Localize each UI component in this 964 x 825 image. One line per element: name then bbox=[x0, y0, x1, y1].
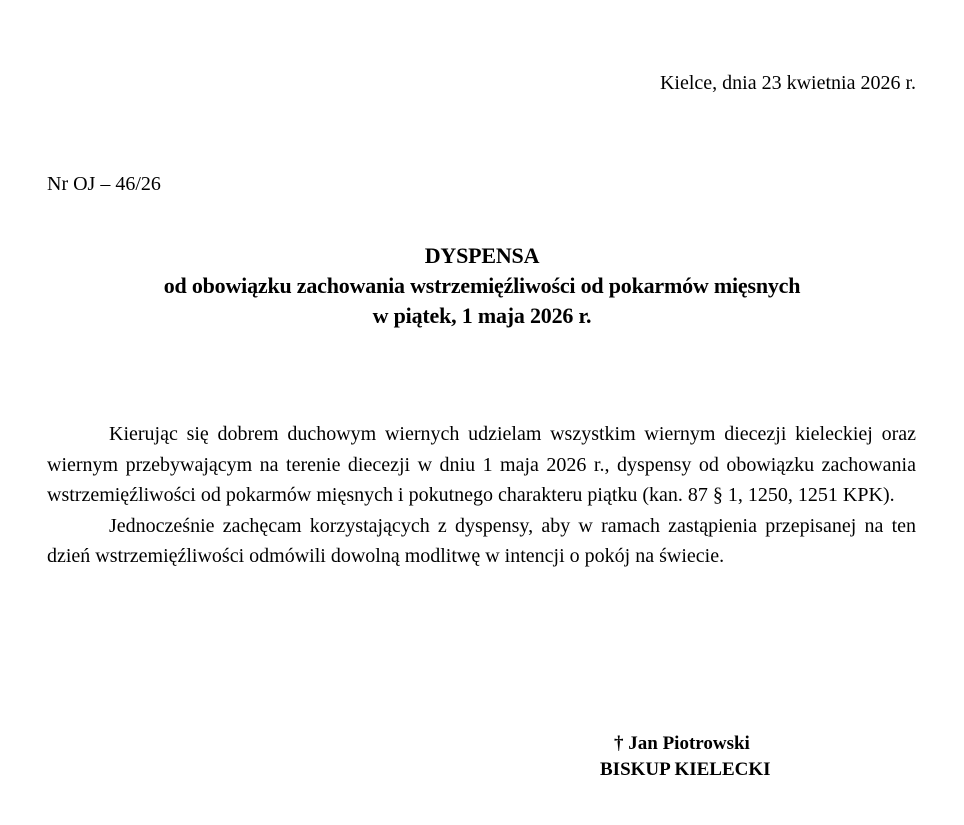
signatory-name: † Jan Piotrowski bbox=[614, 733, 750, 754]
document-subtitle-line-2: w piątek, 1 maja 2026 r. bbox=[372, 303, 592, 328]
signature-block bbox=[600, 731, 771, 783]
document-date: Kielce, dnia 23 kwietnia 2026 r. bbox=[659, 72, 916, 94]
body-paragraph-2: Jednocześnie zachęcam korzystających z dyspensy, aby w ramach zastąpienia przepisanej na ten dzień wstrzemięźliwości odmówili dowolną modlitwę w intencji o pokój na świecie. bbox=[47, 514, 916, 567]
reference-number: Nr OJ – 46/26 bbox=[47, 173, 161, 195]
document-subtitle-line-1: od obowiązku zachowania wstrzemięźliwości od pokarmów mięsnych bbox=[163, 273, 801, 298]
body-paragraph-1: Kierując się dobrem duchowym wiernych udzielam wszystkim wiernym diecezji kieleckiej oraz wiernym przebywającym na terenie diecezji w dniu 1 maja 2026 r., dyspensy od obowiązku zachowania wstrzemięźliwości od pokarmów mięsnych i pokutnego charakteru piątku (kan. 87 § 1, 1250, 1251 KPK). bbox=[47, 423, 916, 506]
document-title-block bbox=[0, 241, 964, 331]
document-body bbox=[47, 419, 916, 572]
signatory-title: BISKUP KIELECKI bbox=[600, 759, 771, 780]
document-heading: DYSPENSA bbox=[424, 243, 540, 268]
